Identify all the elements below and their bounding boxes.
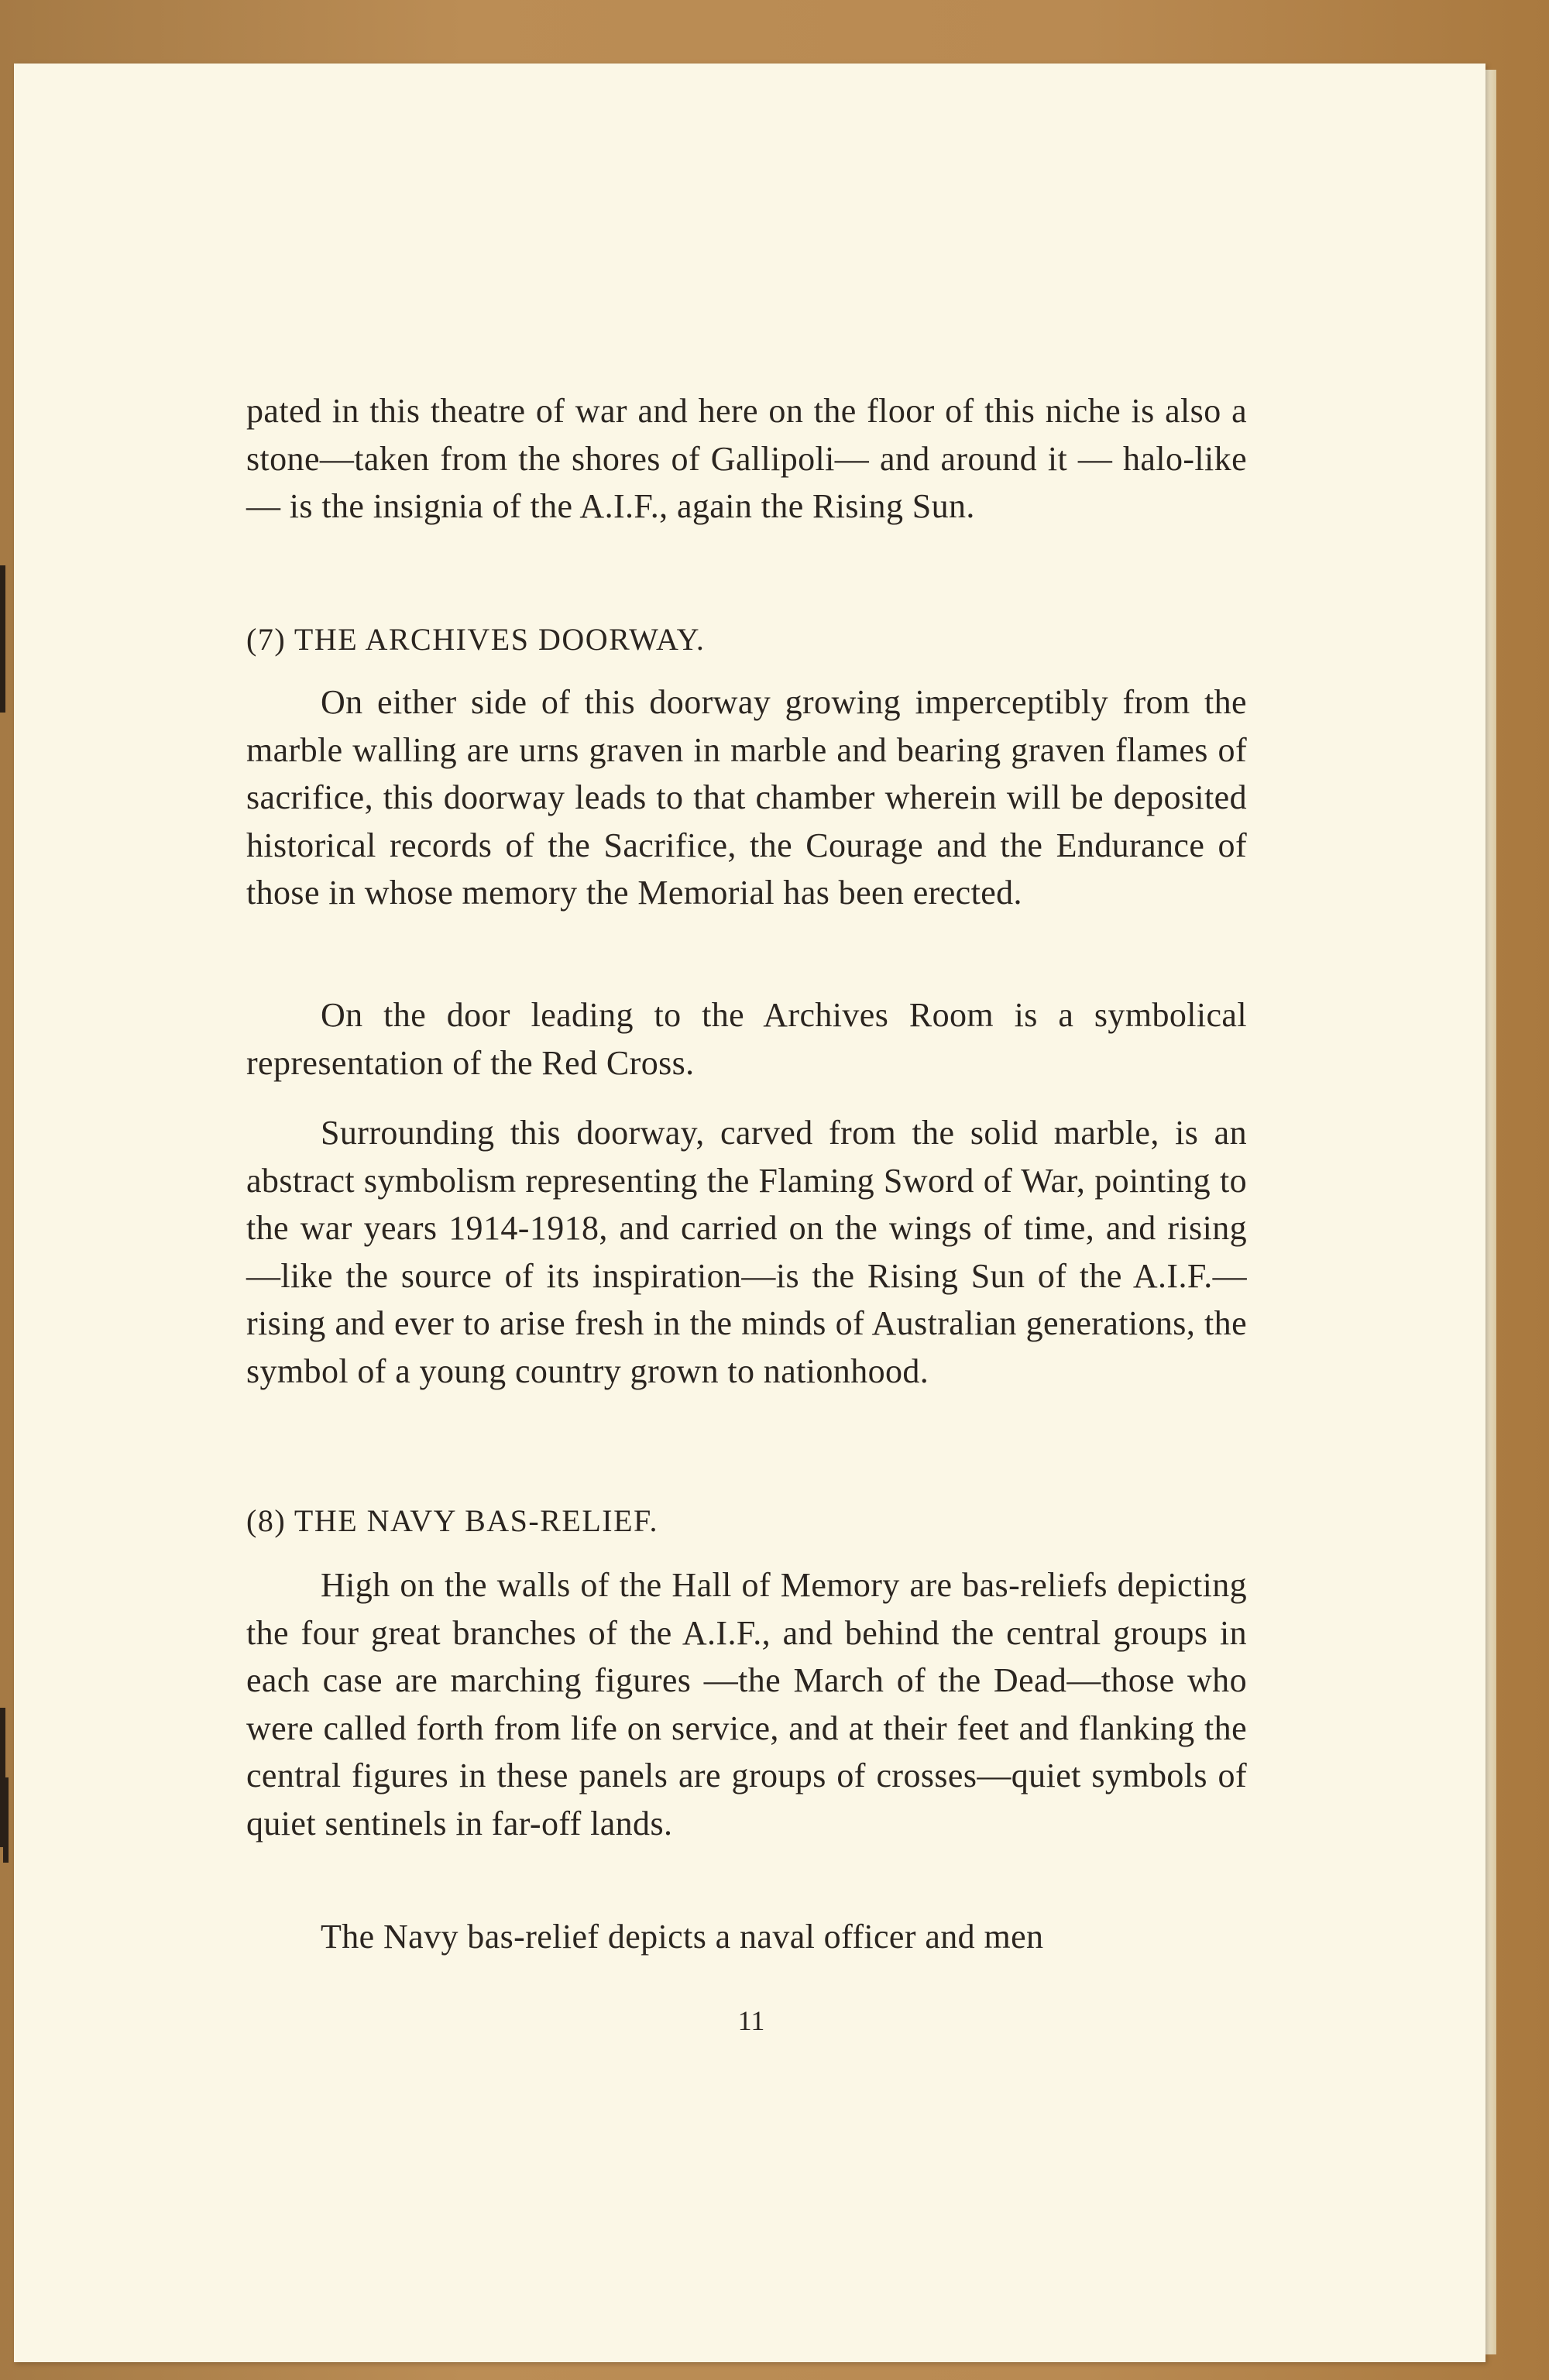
page-edge bbox=[1485, 70, 1496, 2354]
archives-paragraph-2: On the door leading to the Archives Room is a symbolical representation of the Red Cross. bbox=[246, 996, 1247, 1082]
navy-paragraph-1: High on the walls of the Hall of Memory are bas-reliefs depicting the four great branches of the A.I.F., and behind the central groups in each case are marching figures —the March of the Dead—those who were called forth from life on service, and at their feet and flanking the central figures in these panels are groups of crosses—quiet symbols of quiet sentinels in far-off lands. bbox=[246, 1566, 1247, 1843]
page-number: 11 bbox=[737, 2005, 765, 2036]
navy-paragraph-2: The Navy bas-relief depicts a naval officer and men bbox=[321, 1918, 1044, 1956]
binding-staple bbox=[3, 1777, 9, 1863]
archives-paragraph-3: Surrounding this doorway, carved from the solid marble, is an abstract symbolism representing the Flaming Sword of War, pointing to the war years 1914-1918, and carried on the wings of time, and rising—like the source of its inspiration—is the Rising Sun of the A.I.F.—rising and ever to arise fresh in the minds of Australian generations, the symbol of a young country grown to nationhood. bbox=[246, 1114, 1247, 1390]
archives-paragraph-1: On either side of this doorway growing imperceptibly from the marble walling are urns graven in marble and bearing graven flames of sacrifice, this doorway leads to that chamber wherein will be deposited historical records of the Sacrifice, the Courage and the Endurance of those in whose memory the Memorial has been erected. bbox=[246, 683, 1247, 912]
section-heading-archives-doorway: (7) THE ARCHIVES DOORWAY. bbox=[246, 622, 706, 657]
binding-staple bbox=[0, 565, 5, 713]
section-heading-navy-bas-relief: (8) THE NAVY BAS-RELIEF. bbox=[246, 1503, 659, 1538]
intro-paragraph: pated in this theatre of war and here on the floor of this niche is also a stone—taken from the shores of Gallipoli— and around it — halo-like — is the insignia of the A.I.F., again the Rising Sun. bbox=[246, 392, 1247, 525]
